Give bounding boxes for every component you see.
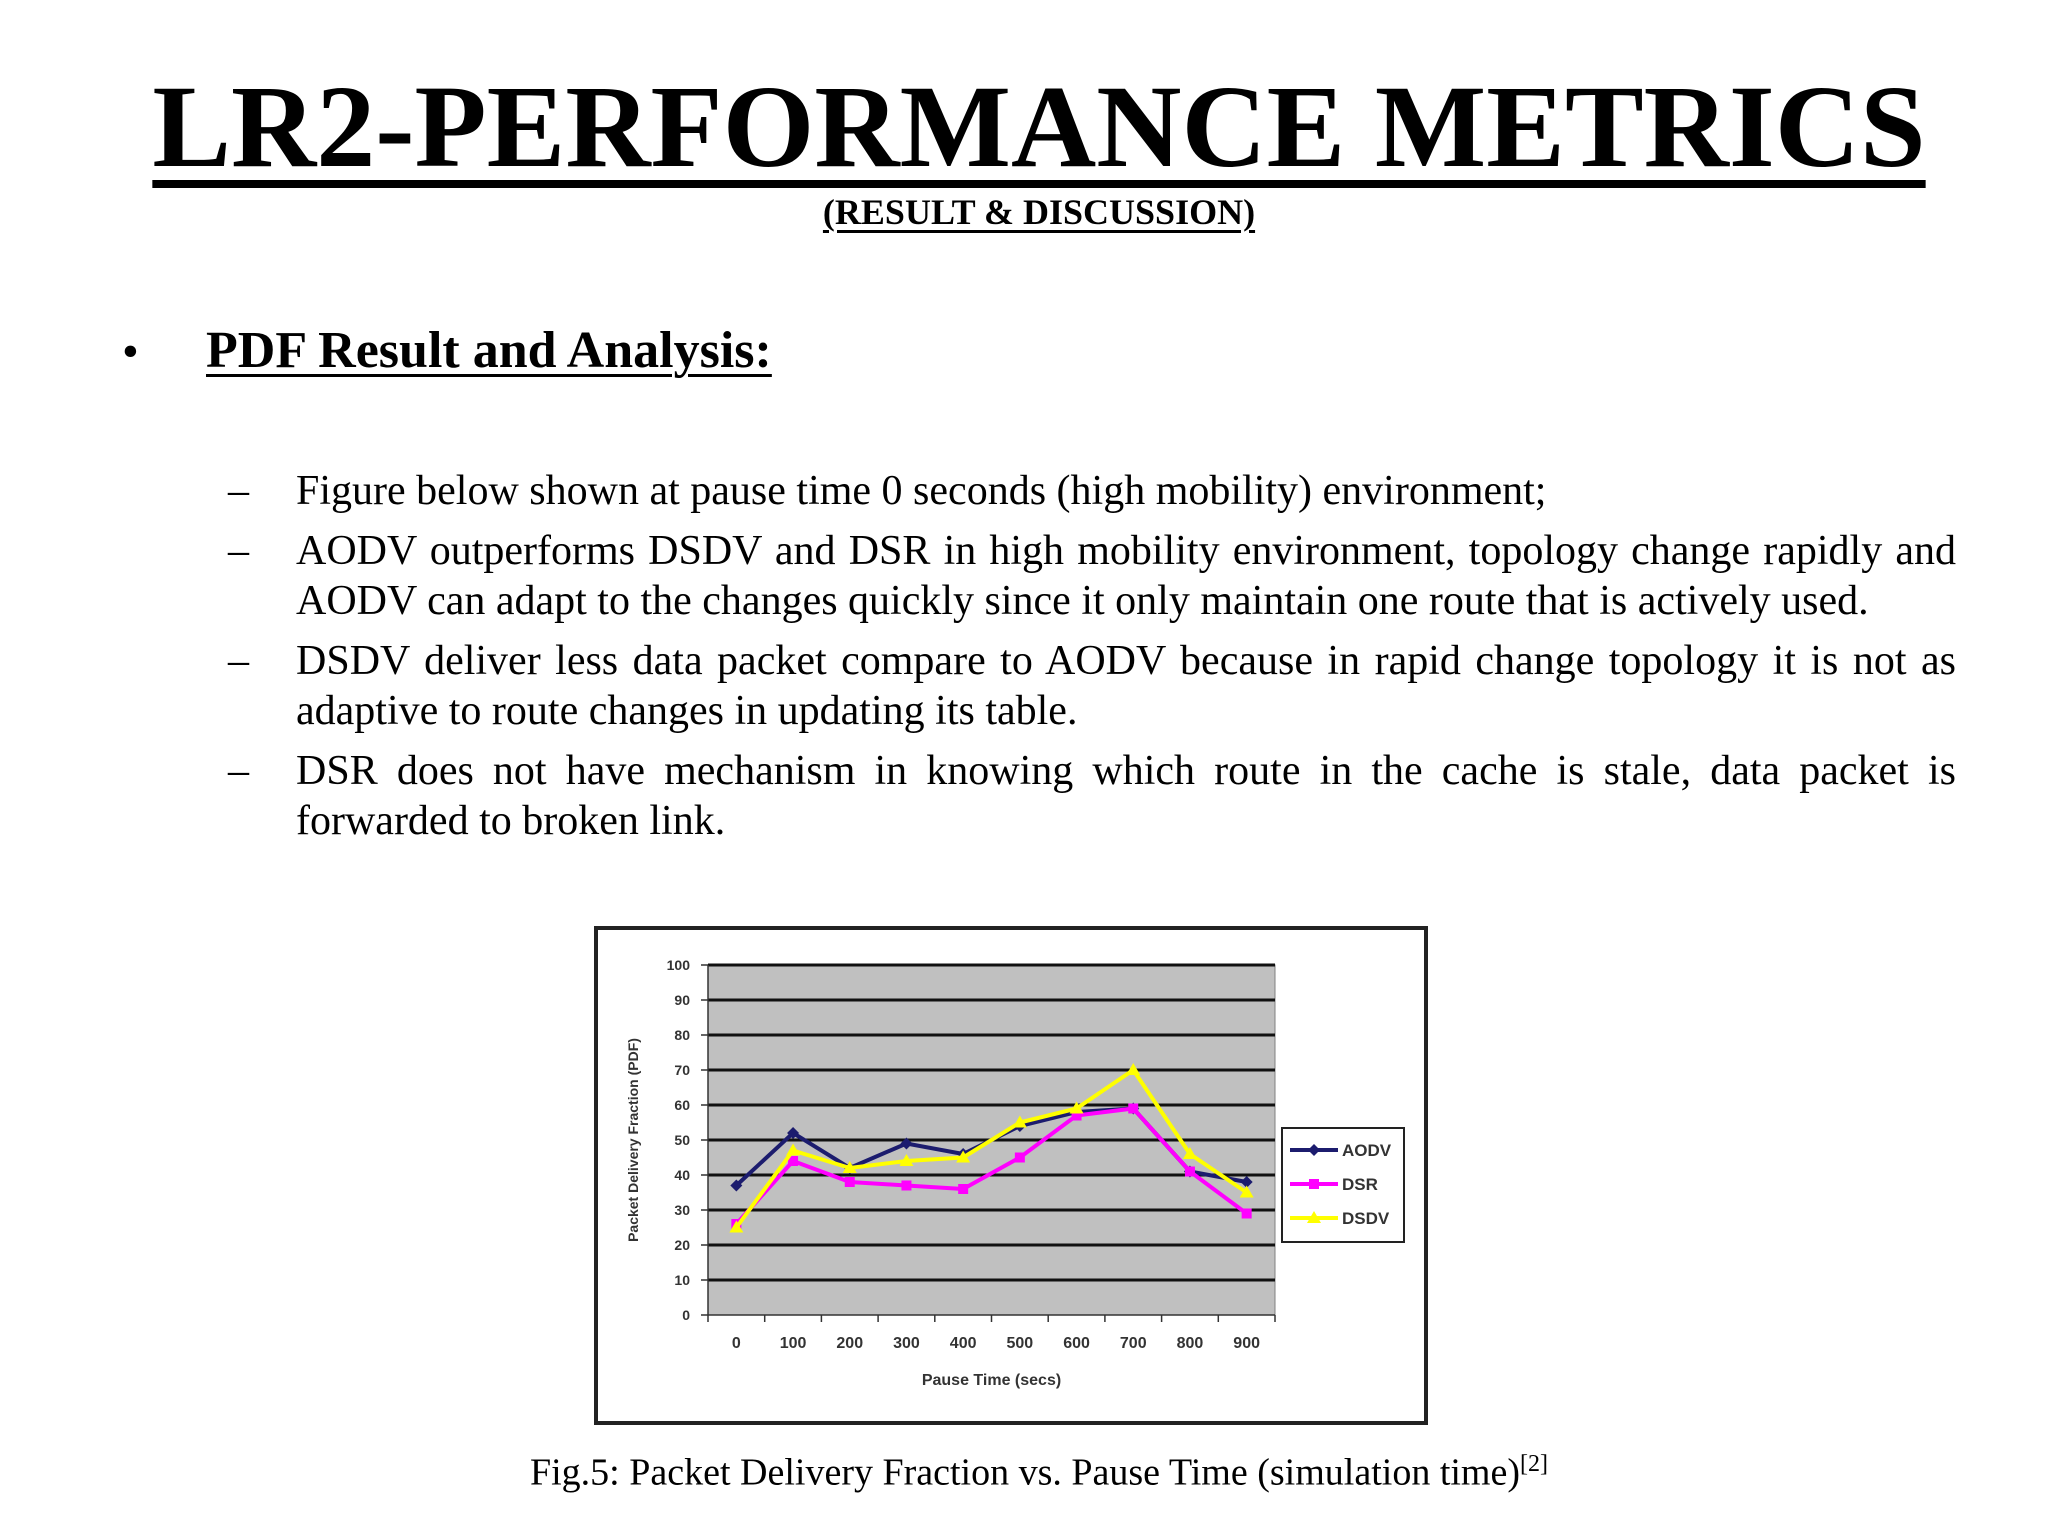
x-tick-label: 500 <box>1006 1335 1034 1352</box>
x-tick-label: 300 <box>893 1335 920 1352</box>
y-tick-label: 60 <box>674 1097 690 1113</box>
x-tick-label: 0 <box>731 1335 741 1352</box>
dsr-data-point <box>1015 1153 1025 1163</box>
x-tick-label: 900 <box>1233 1335 1261 1352</box>
legend-dsdv-label: DSDV <box>1342 1209 1390 1228</box>
y-tick-label: 30 <box>674 1202 690 1218</box>
pdf-chart <box>594 926 1428 1425</box>
y-tick-label: 70 <box>674 1062 690 1078</box>
y-tick-label: 50 <box>674 1132 690 1148</box>
analysis-point <box>226 466 1956 516</box>
y-tick-label: 0 <box>682 1307 690 1323</box>
dsr-data-point <box>1242 1209 1252 1219</box>
bullet-dot: • <box>122 325 139 378</box>
slide-title: LR2-PERFORMANCE METRICS <box>152 61 1926 192</box>
legend-dsr-label: DSR <box>1342 1175 1378 1194</box>
analysis-point-text: AODV outperforms DSDV and DSR in high mobility environment, topology change rapidly and AODV can adapt to the changes quickly since it only maintain one route that is actively used. <box>296 528 1956 624</box>
y-tick-label: 10 <box>674 1272 690 1288</box>
analysis-points <box>226 466 1956 856</box>
x-tick-label: 400 <box>949 1335 977 1352</box>
y-tick-label: 40 <box>674 1167 690 1183</box>
x-tick-label: 200 <box>836 1335 864 1352</box>
y-tick-label: 80 <box>674 1027 690 1043</box>
dsr-data-point <box>901 1181 911 1191</box>
analysis-point <box>226 526 1956 626</box>
x-tick-label: 100 <box>779 1335 807 1352</box>
section-heading: PDF Result and Analysis: <box>206 322 772 379</box>
caption-reference: [2] <box>1520 1451 1548 1477</box>
y-tick-label: 100 <box>666 957 690 973</box>
analysis-point-text: DSDV deliver less data packet compare to AODV because in rapid change topology it is not as adaptive to route changes in updating its table. <box>296 638 1956 734</box>
analysis-point <box>226 636 1956 736</box>
x-axis-title: Pause Time (secs) <box>921 1372 1062 1389</box>
x-tick-label: 700 <box>1119 1335 1147 1352</box>
dsr-data-point <box>1185 1167 1195 1177</box>
y-axis-title: Packet Delivery Fraction (PDF) <box>625 1038 641 1242</box>
legend-dsr-swatch-marker <box>1309 1179 1319 1189</box>
dash-marker: – <box>228 748 249 794</box>
caption-text: Fig.5: Packet Delivery Fraction vs. Pause Time (simulation time) <box>529 1451 1521 1494</box>
dash-marker: – <box>228 528 249 574</box>
x-tick-label: 600 <box>1063 1335 1090 1352</box>
dsr-data-point <box>958 1184 968 1194</box>
slide-subtitle: (RESULT & DISCUSSION) <box>822 192 1256 232</box>
dash-marker: – <box>228 638 249 684</box>
y-tick-label: 90 <box>674 992 690 1008</box>
y-tick-label: 20 <box>674 1237 690 1253</box>
x-tick-label: 800 <box>1176 1335 1204 1352</box>
dsr-data-point <box>845 1177 855 1187</box>
pdf-line-chart <box>598 930 1424 1421</box>
figure-caption <box>0 1440 2048 1497</box>
analysis-point <box>226 746 1956 846</box>
legend-aodv-label: AODV <box>1342 1141 1392 1160</box>
dash-marker: – <box>228 468 249 514</box>
analysis-point-text: DSR does not have mechanism in knowing which route in the cache is stale, data packet is forwarded to broken link. <box>296 748 1956 844</box>
dsr-data-point <box>1128 1104 1138 1114</box>
analysis-point-text: Figure below shown at pause time 0 seconds (high mobility) environment; <box>296 468 1547 514</box>
